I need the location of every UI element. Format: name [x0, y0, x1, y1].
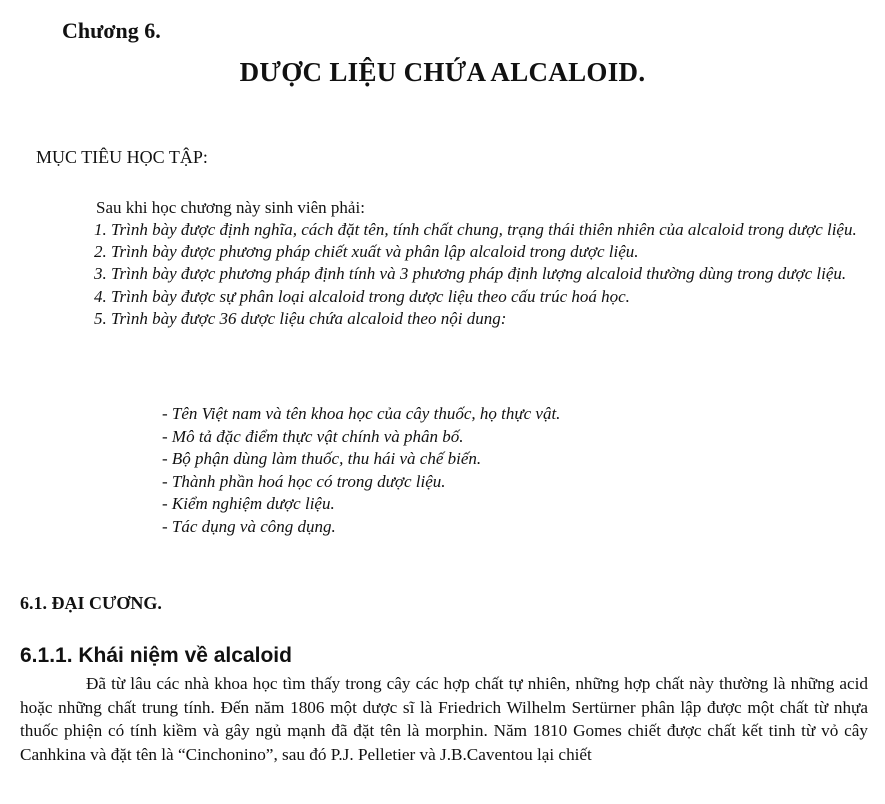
objectives-list: [20, 219, 868, 330]
objectives-heading: MỤC TIÊU HỌC TẬP:: [36, 147, 208, 167]
subsection-heading: 6.1.1. Khái niệm về alcaloid: [20, 644, 292, 667]
objective-item-3: 3. Trình bày được phương pháp định tính và 3 phương pháp định lượng alcaloid thường dùng trong dược liệu.: [94, 264, 847, 284]
objective-item-1: 1. Trình bày được định nghĩa, cách đặt tên, tính chất chung, trạng thái thiên nhiên của alcaloid trong dược liệu.: [94, 220, 857, 239]
sub-item-parts-used: - Bộ phận dùng làm thuốc, thu hái và chế biến.: [162, 449, 482, 469]
body-paragraph: Đã từ lâu các nhà khoa học tìm thấy trong cây các hợp chất tự nhiên, những hợp chất này thường là những acid hoặc những chất trung tính. Đến năm 1806 một dược sĩ là Friedrich Wilhelm Sertürner phân lập được một chất từ nhựa thuốc phiện có tính kiềm và gây ngủ mạnh đã đặt tên là morphin. Năm 1810 Gomes chiết được chất kết tinh từ vỏ cây Canhkina và đặt tên là “Cinchonino”, sau đó P.J. Pelletier và J.B.Caventou lại chiết: [20, 674, 868, 764]
objective-item-4: 4. Trình bày được sự phân loại alcaloid trong dược liệu theo cấu trúc hoá học.: [94, 286, 630, 306]
sub-item-testing: - Kiểm nghiệm dược liệu.: [162, 494, 335, 514]
section-heading: 6.1. ĐẠI CƯƠNG.: [20, 593, 162, 613]
objectives-intro: Sau khi học chương này sinh viên phải:: [96, 198, 365, 217]
sub-item-scientific-name: - Tên Việt nam và tên khoa học của cây thuốc, họ thực vật.: [162, 404, 561, 423]
objective-sub-list: [162, 403, 560, 539]
sub-item-uses: - Tác dụng và công dụng.: [162, 516, 336, 536]
sub-item-botany: - Mô tả đặc điểm thực vật chính và phân bố.: [162, 426, 464, 446]
objective-item-5: 5. Trình bày được 36 dược liệu chứa alcaloid theo nội dung:: [94, 308, 507, 328]
objective-item-2: 2. Trình bày được phương pháp chiết xuất và phân lập alcaloid trong dược liệu.: [94, 242, 639, 262]
chapter-label: Chương 6.: [62, 18, 161, 43]
chapter-title: DƯỢC LIỆU CHỨA ALCALOID.: [239, 57, 646, 87]
sub-item-chemistry: - Thành phần hoá học có trong dược liệu.: [162, 471, 446, 491]
